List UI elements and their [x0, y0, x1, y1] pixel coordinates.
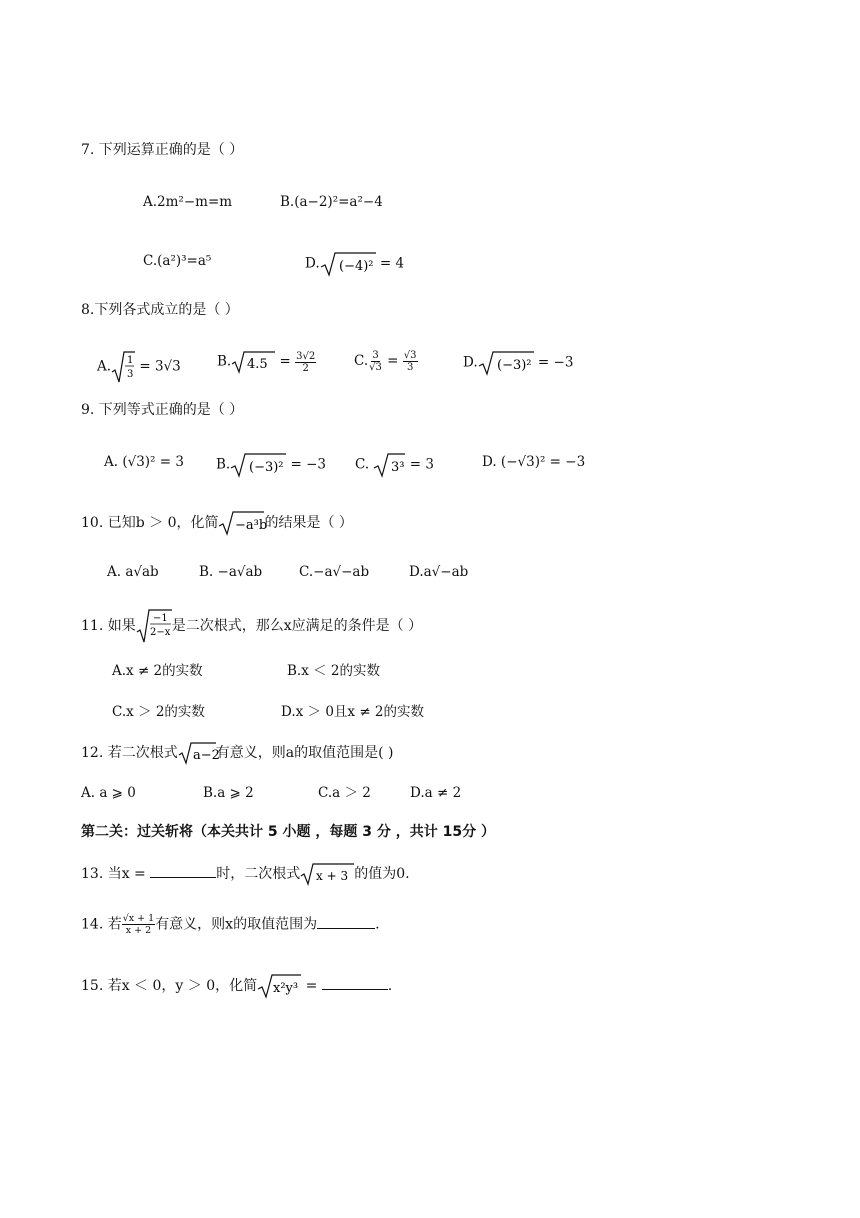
- q11-option-d: D.x ＞ 0且x ≠ 2的实数: [281, 704, 425, 720]
- q12-stem: [81, 741, 393, 765]
- radical-sign-icon: [478, 350, 534, 376]
- q14-mid: 有意义，则x的取值范围为: [155, 916, 318, 933]
- radical-sign-icon: [178, 741, 220, 765]
- q12-option-d: D.a ≠ 2: [410, 785, 462, 801]
- q8-option-d-label: D.: [463, 354, 478, 371]
- q9-option-b-label: B.: [216, 456, 231, 473]
- q8-c-frac1-num: 3: [372, 350, 379, 361]
- q15-mid: =: [301, 978, 322, 994]
- q9-option-a: A. (√3)² = 3: [104, 454, 184, 470]
- q8-a-frac-num: 1: [127, 355, 134, 366]
- q11-stem-post: 是二次根式，那么x应满足的条件是（ ）: [171, 618, 423, 634]
- q15: [81, 973, 392, 999]
- q10-stem: [81, 510, 353, 536]
- q8-a-frac-den: 3: [127, 369, 134, 380]
- q14-fraction: [122, 913, 155, 936]
- q9-option-b: [216, 452, 326, 478]
- q9-b-radicand: (−3)²: [249, 460, 284, 475]
- radical-sign-icon: [300, 862, 354, 886]
- q10-option-c: C.−a√−ab: [299, 564, 370, 580]
- q7-stem: 7. 下列运算正确的是（ ）: [81, 142, 244, 158]
- q8-c-fraction-1: [368, 350, 383, 373]
- q10-option-d: D.a√−ab: [409, 564, 469, 580]
- q7-option-b: B.(a−2)²=a²−4: [280, 194, 383, 210]
- q10-stem-radicand: −a³b: [235, 518, 268, 533]
- q13-mid: 时，二次根式: [216, 866, 301, 882]
- q11-stem-pre: 11. 如果: [81, 618, 136, 634]
- q11-option-b: B.x ＜ 2的实数: [287, 663, 380, 679]
- radical-sign-icon: [257, 973, 301, 999]
- q8-option-d-tail: = −3: [533, 354, 574, 371]
- q11-frac-den: 2−x: [149, 627, 171, 638]
- q8-c-equals: =: [382, 353, 403, 369]
- q9-c-radicand: 3³: [391, 460, 405, 475]
- q8-c-fraction-2: [403, 350, 418, 373]
- radical-sign-icon: [231, 350, 275, 374]
- q7-option-d: [305, 251, 404, 277]
- q9-option-c-label: C.: [355, 456, 370, 473]
- q8-b-fraction: [295, 351, 316, 374]
- radical-sign-icon: [230, 452, 286, 478]
- radical-sign-icon: [218, 510, 268, 536]
- q14-frac-num: √x + 1: [122, 913, 155, 924]
- q12-stem-post: 有意义，则a的取值范围是( ): [215, 745, 394, 761]
- q8-d-radicand: (−3)²: [496, 358, 532, 373]
- q8-c-frac1-den: √3: [369, 362, 382, 373]
- q8-b-frac-den: 2: [302, 362, 309, 374]
- q13-post: 的值为0.: [354, 866, 410, 882]
- q8-stem: 8.下列各式成立的是（ ）: [81, 302, 239, 318]
- q7-option-d-label: D.: [305, 255, 320, 272]
- radical-sign-icon: [136, 608, 172, 644]
- q15-radicand: x²y³: [273, 981, 299, 996]
- q15-pre: 15. 若x ＜ 0，y ＞ 0，化简: [81, 978, 258, 994]
- q8-option-d: [463, 350, 573, 376]
- q8-option-b-label: B.: [217, 353, 232, 370]
- q15-answer-blank: [322, 977, 388, 990]
- q8-option-a-tail: = 3√3: [135, 358, 181, 375]
- q8-option-a-label: A.: [97, 358, 112, 375]
- q9-option-c-tail: = 3: [405, 456, 434, 473]
- q7-d-radicand: (−4)²: [338, 259, 374, 274]
- q10-option-b: B. −a√ab: [199, 564, 263, 580]
- q8-b-frac-num: 3√2: [296, 350, 316, 362]
- q15-post: .: [387, 978, 393, 994]
- q11-option-c: C.x ＞ 2的实数: [112, 704, 205, 720]
- q13-pre: 13. 当x =: [81, 866, 151, 882]
- q7-option-c: C.(a²)³=a⁵: [143, 253, 212, 269]
- q12-option-c: C.a ＞ 2: [318, 785, 371, 801]
- q11-frac-num: −1: [152, 613, 168, 624]
- q11-option-a: A.x ≠ 2的实数: [112, 663, 203, 679]
- q13-radicand: x + 3: [316, 869, 349, 883]
- q10-option-a: A. a√ab: [107, 564, 159, 580]
- q12-option-a: A. a ⩾ 0: [81, 785, 136, 801]
- q9-option-b-tail: = −3: [286, 456, 327, 473]
- q7-option-a: A.2m²−m=m: [143, 194, 233, 210]
- q14-pre: 14. 若: [81, 916, 122, 933]
- q14-post: .: [375, 916, 380, 933]
- q10-stem-pre: 10. 已知b ＞ 0，化简: [81, 515, 219, 531]
- q12-stem-pre: 12. 若二次根式: [81, 745, 178, 761]
- q12-option-b: B.a ⩾ 2: [203, 785, 254, 801]
- q8-option-c-label: C.: [354, 353, 369, 369]
- q9-stem: 9. 下列等式正确的是（ ）: [81, 402, 244, 418]
- q14-frac-den: x + 2: [125, 925, 152, 936]
- q8-c-frac2-den: 3: [406, 362, 414, 373]
- q9-option-c: [355, 452, 434, 478]
- q8-option-b: [217, 350, 316, 374]
- q13-answer-blank: [150, 865, 216, 878]
- q7-option-d-tail: = 4: [375, 255, 405, 272]
- radical-sign-icon: [373, 452, 405, 478]
- q10-stem-post: 的结果是（ ）: [264, 515, 353, 531]
- section-2-title: 第二关：过关斩将（本关共计 5 小题 ，每题 3 分 ，共计 15分 ）: [81, 824, 495, 840]
- q9-option-d: D. (−√3)² = −3: [482, 454, 586, 470]
- q8-c-frac2-num: √3: [403, 350, 417, 361]
- q14-answer-blank: [317, 916, 375, 929]
- q11-stem: [81, 608, 422, 644]
- q14: [81, 913, 380, 936]
- radical-sign-icon: [111, 350, 135, 384]
- q8-b-radicand: 4.5: [247, 357, 268, 372]
- q8-option-a: [97, 350, 181, 384]
- radical-sign-icon: [320, 251, 376, 277]
- q8-option-b-tail: =: [275, 353, 296, 370]
- q12-radicand: a−2: [192, 748, 220, 763]
- q8-option-c: [354, 350, 418, 373]
- q13: [81, 862, 410, 886]
